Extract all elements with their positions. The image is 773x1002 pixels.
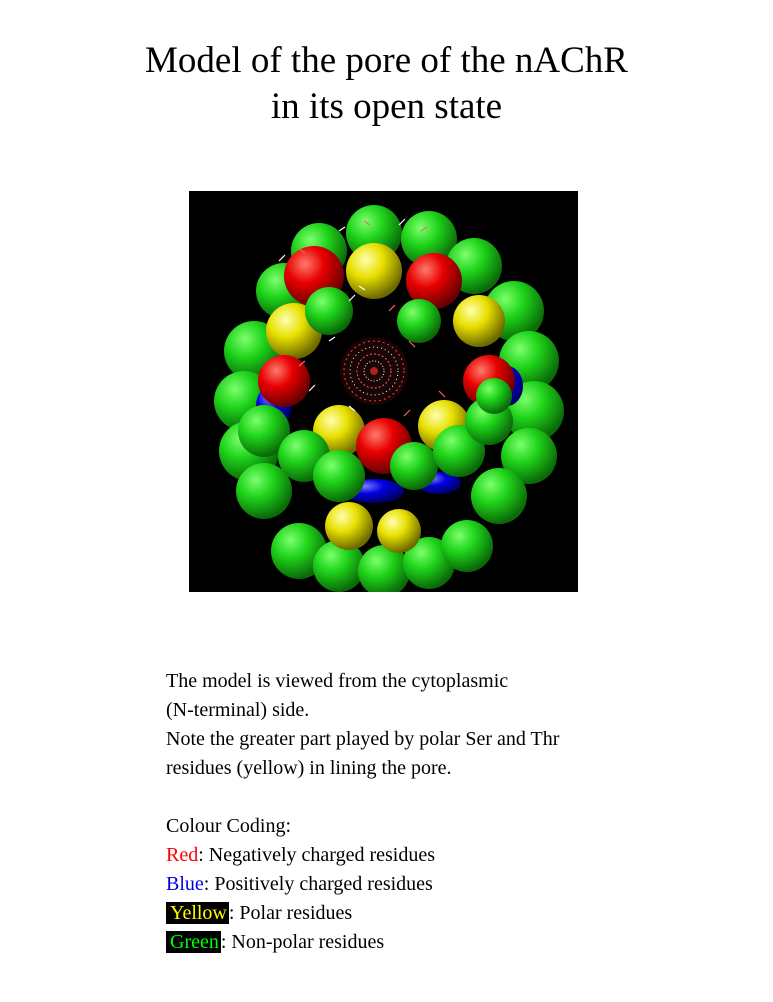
legend-item-blue bbox=[166, 870, 726, 899]
title-line-2: in its open state bbox=[270, 86, 503, 127]
pore-model-rendering bbox=[189, 191, 578, 592]
caption-spacer bbox=[166, 783, 726, 812]
legend-label-green: Green bbox=[166, 931, 221, 953]
legend-text-yellow: : Polar residues bbox=[228, 902, 353, 924]
caption-line-1: The model is viewed from the cytoplasmic bbox=[166, 670, 509, 692]
legend-item-green bbox=[166, 928, 726, 957]
pore-water-cluster bbox=[340, 337, 408, 405]
legend-text-red: : Negatively charged residues bbox=[198, 844, 435, 866]
caption-line-3: Note the greater part played by polar Ser and Thr bbox=[166, 728, 560, 750]
caption-line-4: residues (yellow) in lining the pore. bbox=[166, 757, 452, 779]
legend-label-yellow: Yellow bbox=[166, 902, 229, 924]
legend-text-blue: : Positively charged residues bbox=[203, 873, 433, 895]
legend-text-green: : Non-polar residues bbox=[220, 931, 385, 953]
legend-item-red bbox=[166, 841, 726, 870]
nachr-pore-model-image bbox=[189, 191, 578, 592]
legend-heading: Colour Coding: bbox=[166, 815, 292, 837]
page-title bbox=[0, 38, 773, 130]
title-line-1: Model of the pore of the nAChR bbox=[145, 40, 628, 81]
legend-item-yellow bbox=[166, 899, 726, 928]
figure-caption bbox=[166, 667, 726, 957]
legend-label-blue: Blue bbox=[166, 873, 204, 895]
caption-line-2: (N-terminal) side. bbox=[166, 699, 310, 721]
legend-label-red: Red bbox=[166, 844, 199, 866]
